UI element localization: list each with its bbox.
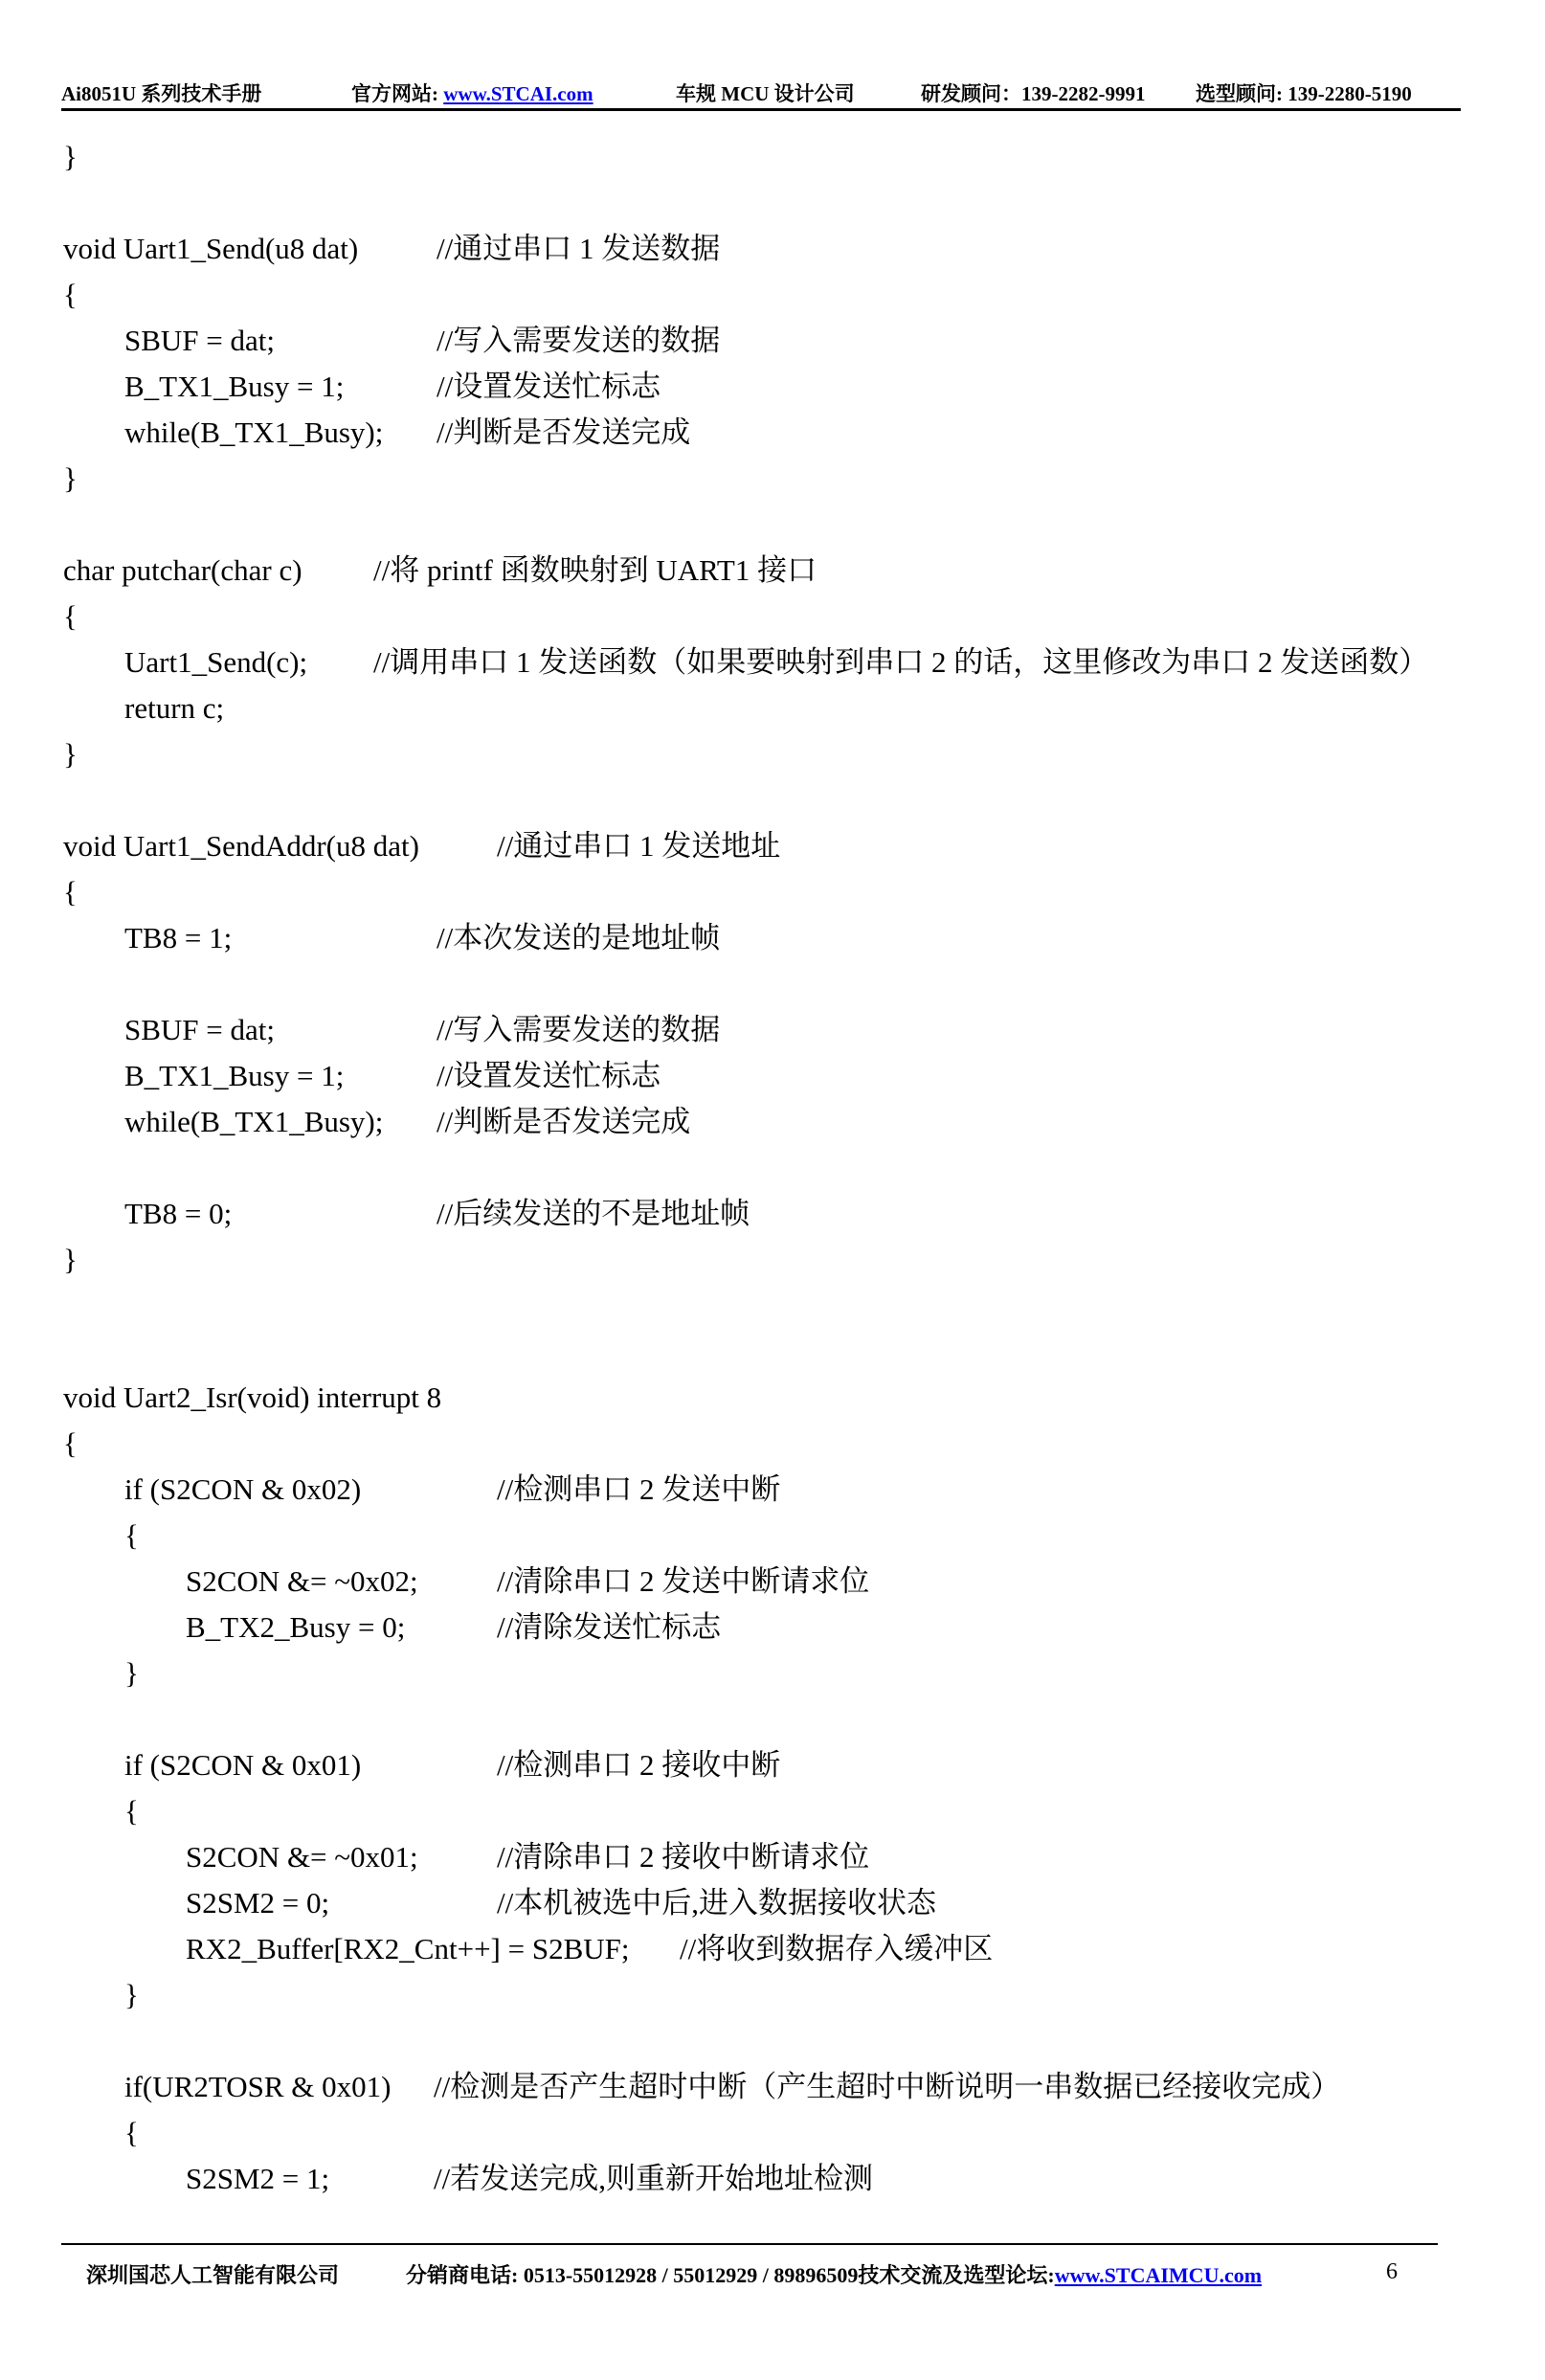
code-line [0, 594, 1545, 640]
code-comment: //若发送完成,则重新开始地址检测 [434, 2162, 873, 2195]
code-text: TB8 = 0; [124, 1197, 233, 1230]
code-comment: //设置发送忙标志 [437, 1059, 661, 1092]
code-text: { [124, 2116, 139, 2149]
code-line [0, 1421, 1545, 1467]
code-comment: //本机被选中后,进入数据接收状态 [497, 1886, 936, 1920]
header-website [351, 79, 593, 107]
code-line [0, 1972, 1545, 2018]
code-comment: //清除串口 2 接收中断请求位 [497, 1840, 870, 1874]
code-text: { [124, 1518, 139, 1552]
code-comment: //清除发送忙标志 [497, 1610, 722, 1644]
code-text: B_TX1_Busy = 1; [124, 1059, 345, 1092]
code-line [0, 640, 1545, 685]
code-text: while(B_TX1_Busy); [124, 415, 384, 449]
code-line [0, 2156, 1545, 2202]
footer-distributor [406, 2259, 1262, 2289]
code-comment: //设置发送忙标志 [437, 370, 661, 403]
code-text: { [63, 875, 78, 909]
code-text: } [124, 1978, 139, 2011]
code-comment: //写入需要发送的数据 [437, 324, 721, 357]
code-line [0, 1145, 1545, 1191]
code-line [0, 1605, 1545, 1650]
page-footer [86, 2256, 1445, 2290]
code-text: void Uart2_Isr(void) interrupt 8 [63, 1381, 442, 1414]
page-header [61, 67, 1461, 105]
code-text: { [63, 278, 78, 311]
code-line [0, 777, 1545, 823]
code-comment: //后续发送的不是地址帧 [437, 1197, 750, 1230]
code-comment: //清除串口 2 发送中断请求位 [497, 1564, 870, 1598]
code-comment: //检测串口 2 接收中断 [497, 1748, 781, 1782]
code-line [0, 1375, 1545, 1421]
code-text: if (S2CON & 0x02) [124, 1472, 362, 1506]
code-comment: //通过串口 1 发送地址 [497, 829, 781, 863]
code-line [0, 364, 1545, 410]
code-text: S2SM2 = 0; [186, 1886, 330, 1920]
footer-company: 深圳国芯人工智能有限公司 [86, 2263, 340, 2287]
code-text: return c; [124, 691, 225, 725]
code-line [0, 915, 1545, 961]
header-sel-contact: 选型顾问: 139-2280-5190 [1196, 82, 1412, 105]
code-line [0, 1926, 1545, 1972]
code-comment: //本次发送的是地址帧 [437, 921, 721, 954]
code-line [0, 1880, 1545, 1926]
header-manual-title: Ai8051U 系列技术手册 [61, 82, 262, 105]
code-text: if (S2CON & 0x01) [124, 1748, 362, 1782]
code-line [0, 961, 1545, 1007]
code-line [0, 2018, 1545, 2064]
code-comment: //判断是否发送完成 [437, 1105, 691, 1138]
code-line [0, 134, 1545, 180]
code-text: void Uart1_Send(u8 dat) [63, 232, 359, 265]
code-line [0, 1283, 1545, 1329]
code-line [0, 548, 1545, 594]
code-line [0, 1191, 1545, 1237]
code-text: } [63, 140, 78, 173]
code-line [0, 1834, 1545, 1880]
header-divider [61, 108, 1461, 111]
code-line [0, 2064, 1545, 2110]
code-comment: //检测是否产生超时中断（产生超时中断说明一串数据已经接收完成） [434, 2070, 1341, 2103]
code-line [0, 1742, 1545, 1788]
code-text: } [63, 461, 78, 495]
header-site-label: 官方网站: [351, 82, 444, 105]
code-line [0, 226, 1545, 272]
code-comment: //调用串口 1 发送函数（如果要映射到串口 2 的话，这里修改为串口 2 发送函数） [373, 645, 1429, 679]
footer-dist-label: 分销商电话: 0513-55012928 / 55012929 / 89896509技术交流及选型论坛: [406, 2263, 1055, 2287]
code-line [0, 2110, 1545, 2156]
code-text: B_TX1_Busy = 1; [124, 370, 345, 403]
code-comment: //写入需要发送的数据 [437, 1013, 721, 1046]
code-line [0, 1513, 1545, 1559]
code-line [0, 456, 1545, 502]
code-text: } [63, 737, 78, 771]
code-line [0, 1650, 1545, 1696]
code-text: TB8 = 1; [124, 921, 233, 954]
header-site-link[interactable]: www.STCAI.com [443, 82, 593, 105]
code-text: while(B_TX1_Busy); [124, 1105, 384, 1138]
code-line [0, 1237, 1545, 1283]
code-text: SBUF = dat; [124, 1013, 276, 1046]
code-line [0, 1696, 1545, 1742]
code-text: { [63, 599, 78, 633]
code-line [0, 1788, 1545, 1834]
code-text: } [124, 1656, 139, 1690]
code-line [0, 318, 1545, 364]
page-number: 6 [1386, 2259, 1398, 2284]
header-company: 车规 MCU 设计公司 [676, 82, 855, 105]
code-text: { [124, 1794, 139, 1828]
code-text: } [63, 1243, 78, 1276]
code-line [0, 410, 1545, 456]
code-text: if(UR2TOSR & 0x01) [124, 2070, 392, 2103]
code-text: SBUF = dat; [124, 324, 276, 357]
footer-forum-link[interactable]: www.STCAIMCU.com [1054, 2263, 1263, 2287]
code-line [0, 180, 1545, 226]
code-text: RX2_Buffer[RX2_Cnt++] = S2BUF; [186, 1932, 630, 1965]
code-line [0, 1329, 1545, 1375]
header-rd-contact: 研发顾问：139-2282-9991 [921, 82, 1146, 105]
code-comment: //检测串口 2 发送中断 [497, 1472, 781, 1506]
footer-divider [61, 2243, 1438, 2245]
code-text: Uart1_Send(c); [124, 645, 308, 679]
code-line [0, 685, 1545, 731]
code-line [0, 1053, 1545, 1099]
code-comment: //将 printf 函数映射到 UART1 接口 [373, 553, 817, 587]
code-text: { [63, 1426, 78, 1460]
code-line [0, 1007, 1545, 1053]
code-comment: //通过串口 1 发送数据 [437, 232, 721, 265]
code-text: B_TX2_Busy = 0; [186, 1610, 406, 1644]
code-listing [0, 134, 1545, 2202]
code-line [0, 502, 1545, 548]
code-line [0, 823, 1545, 869]
code-line [0, 869, 1545, 915]
code-comment: //将收到数据存入缓冲区 [680, 1932, 994, 1965]
code-line [0, 1559, 1545, 1605]
code-line [0, 731, 1545, 777]
code-text: char putchar(char c) [63, 553, 302, 587]
code-line [0, 1099, 1545, 1145]
code-text: void Uart1_SendAddr(u8 dat) [63, 829, 419, 863]
code-text: S2CON &= ~0x01; [186, 1840, 418, 1874]
code-text: S2CON &= ~0x02; [186, 1564, 418, 1598]
code-line [0, 272, 1545, 318]
code-text: S2SM2 = 1; [186, 2162, 330, 2195]
code-line [0, 1467, 1545, 1513]
code-comment: //判断是否发送完成 [437, 415, 691, 449]
